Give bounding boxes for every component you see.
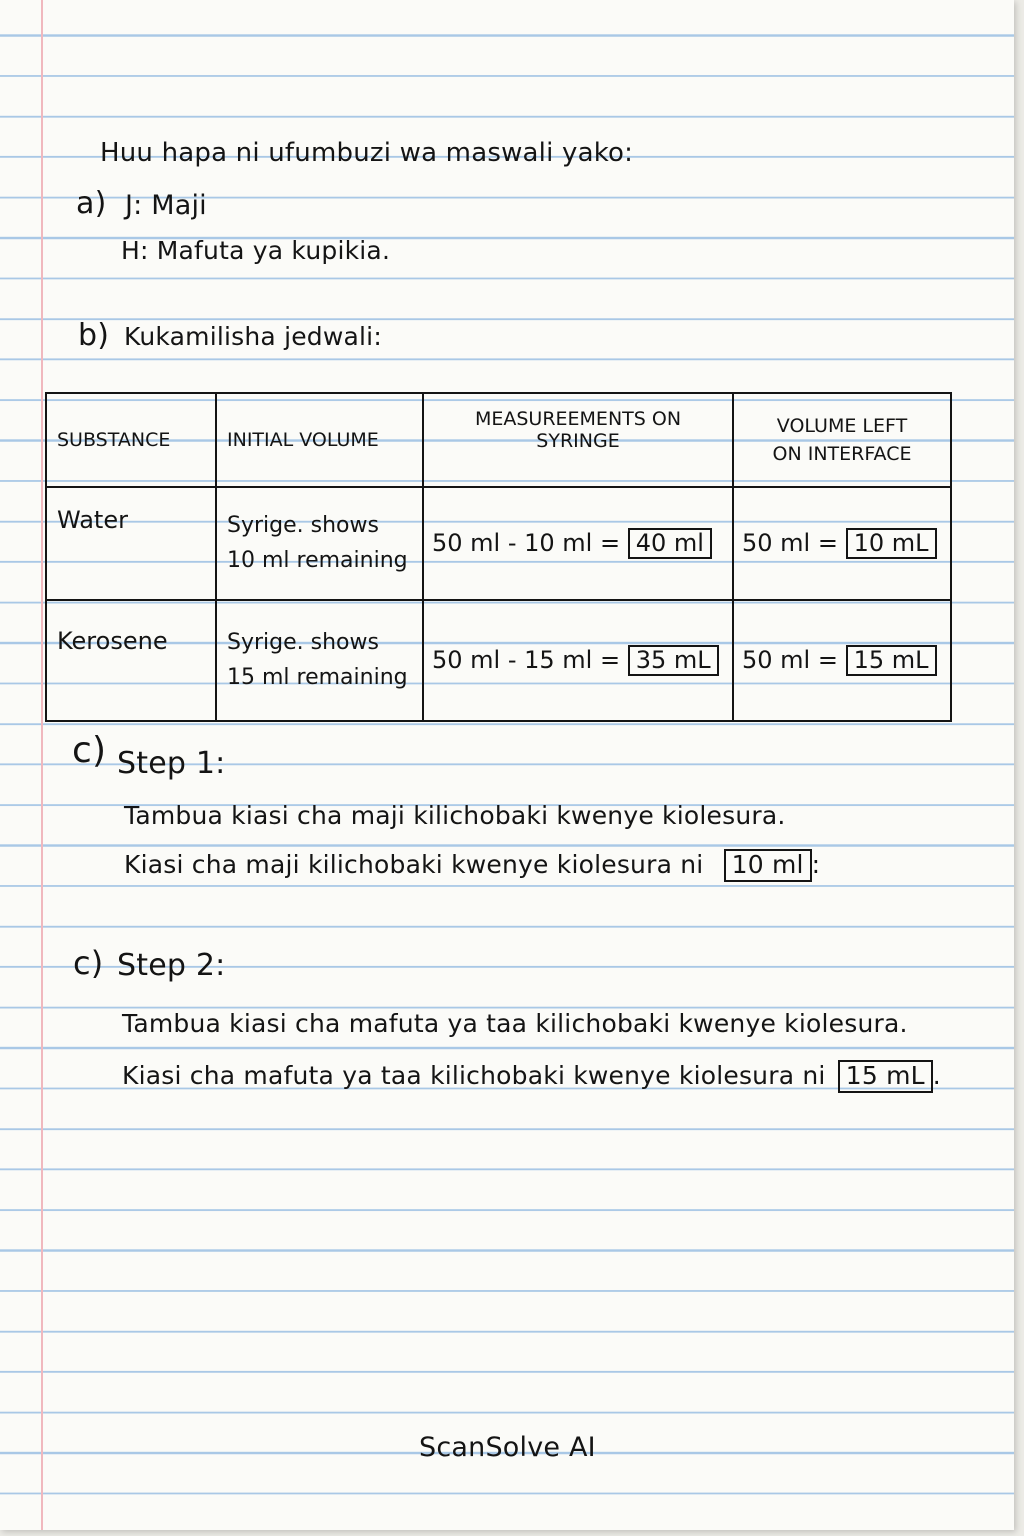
measurement-expression: 50 ml - 10 ml = xyxy=(432,528,621,557)
part-a-label: a) xyxy=(76,186,107,221)
step1-answer-box: 10 ml xyxy=(724,849,812,882)
table-row xyxy=(46,600,951,721)
part-b-label: b) xyxy=(78,318,110,353)
cell-volume-left xyxy=(733,487,951,600)
measurement-result-box: 35 mL xyxy=(628,645,719,677)
cell-initial-line1: Syrige. shows xyxy=(227,513,379,539)
cell-substance: Kerosene xyxy=(46,600,216,721)
step2-line2-text: Kiasi cha mafuta ya taa kilichobaki kwenye kiolesura ni xyxy=(122,1061,826,1090)
volume-left-result-box: 15 mL xyxy=(846,645,937,677)
step2-line1: Tambua kiasi cha mafuta ya taa kilichobaki kwenye kiolesura. xyxy=(122,1009,908,1038)
part-b-text: Kukamilisha jedwali: xyxy=(124,322,382,351)
part-a-answer-h: H: Mafuta ya kupikia. xyxy=(121,236,391,265)
header-volume-left xyxy=(733,393,951,487)
step1-line1: Tambua kiasi cha maji kilichobaki kwenye kiolesura. xyxy=(124,801,786,830)
step2-line2-end: . xyxy=(932,1061,941,1090)
header-volume-left-line2: ON INTERFACE xyxy=(772,443,912,465)
header-initial-volume: INITIAL VOLUME xyxy=(216,393,423,487)
cell-measurement xyxy=(423,487,733,600)
step1-line2-text: Kiasi cha maji kilichobaki kwenye kiolesura ni xyxy=(124,850,704,879)
step2-answer-box: 15 mL xyxy=(838,1060,933,1093)
cell-initial-line2: 15 ml remaining xyxy=(227,664,408,690)
step2-line2 xyxy=(122,1060,941,1093)
header-volume-left-line1: VOLUME LEFT xyxy=(776,414,908,437)
step1-title: Step 1: xyxy=(117,746,226,781)
header-substance: SUBSTANCE xyxy=(46,393,216,487)
cell-initial-line1: Syrige. shows xyxy=(227,630,379,656)
cell-initial-volume xyxy=(216,487,423,600)
cell-initial-line2: 10 ml remaining xyxy=(227,547,408,573)
part-a-answer-j: J: Maji xyxy=(125,190,207,221)
footer-brand: ScanSolve AI xyxy=(419,1432,596,1463)
step2-label: c) xyxy=(73,944,104,982)
volume-left-expression: 50 ml = xyxy=(742,645,838,674)
header-measurements: MEASUREEMENTS ON SYRINGE xyxy=(423,393,733,487)
cell-volume-left xyxy=(733,600,951,721)
cell-measurement xyxy=(423,600,733,721)
table-header-row xyxy=(46,393,951,487)
answer-table xyxy=(45,392,952,722)
intro-text: Huu hapa ni ufumbuzi wa maswali yako: xyxy=(100,138,634,168)
step2-title: Step 2: xyxy=(117,948,226,983)
volume-left-result-box: 10 mL xyxy=(846,528,937,560)
step1-line2 xyxy=(124,849,820,882)
step1-line2-end: : xyxy=(811,850,821,879)
step1-label: c) xyxy=(72,730,107,771)
volume-left-expression: 50 ml = xyxy=(742,528,838,557)
table-row xyxy=(46,487,951,600)
measurement-expression: 50 ml - 15 ml = xyxy=(432,645,621,674)
cell-initial-volume xyxy=(216,600,423,721)
cell-substance: Water xyxy=(46,487,216,600)
measurement-result-box: 40 ml xyxy=(628,528,712,560)
